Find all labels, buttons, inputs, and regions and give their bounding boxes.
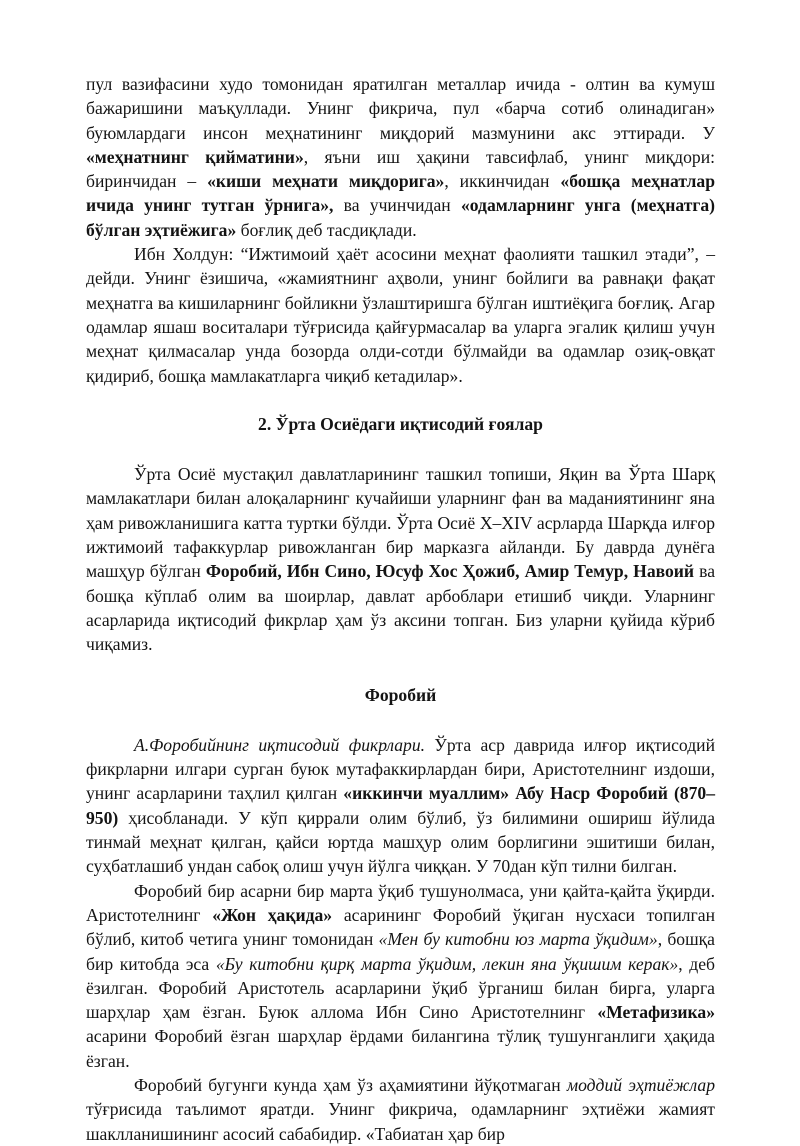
text-run: боғлиқ деб тасдиқлади. xyxy=(236,219,417,240)
text-run: ва бошқа кўплаб олим ва шоирлар, давлат арбоблари етишиб чиқди. Уларнинг асарларида иқтисодий фикрлар ҳам ўз аксини топган. Биз уларни қуйида кўриб чиқамиз. xyxy=(86,561,715,655)
bold-term: «Метафизика» xyxy=(597,1002,715,1023)
spacer xyxy=(86,436,715,462)
paragraph-farabi-reading xyxy=(86,879,715,1073)
bold-term: «меҳнатнинг қийматини» xyxy=(86,146,304,167)
bold-term: «иккинчи муаллим» Абу Наср Форобий (870–950) xyxy=(86,783,715,828)
text-run: , иккинчидан xyxy=(444,171,561,192)
bold-names: Форобий, Ибн Сино, Юсуф Хос Ҳожиб, Амир Темур, Навоий xyxy=(205,561,695,582)
text-run: асарини Форобий ёзган шарҳлар ёрдами билангина тўлиқ тушунганлиги ҳақида ёзган. xyxy=(86,1026,715,1071)
text-run: , бошқа бир китобда эса xyxy=(86,929,715,974)
paragraph-ibn-khaldun: Ибн Холдун: “Ижтимоий ҳаёт асосини меҳнат фаолияти ташкил этади”, – дейди. Унинг ёзишича, «жамиятнинг аҳволи, унинг бойлиги ва равнақи фақат меҳнатга ва кишиларнинг бойликни ўзлаштиришга бўлган иштиёқига боғлиқ. Агар одамлар яшаш воситалари тўғрисида қайғурмасалар ва уларга эгалик қилиш учун меҳнат қилмасалар унда бозорда олди-сотди бўлмайди ва одамлар озиқ-овқат қидириб, бошқа мамлакатларга чиқиб кетадилар». xyxy=(86,244,715,386)
paragraph-money-labor xyxy=(86,72,715,242)
italic-term: моддий эҳтиёжлар xyxy=(566,1074,715,1095)
paragraph-central-asia xyxy=(86,462,715,656)
italic-quote: «Мен бу китобни юз марта ўқидим» xyxy=(378,929,658,950)
section-heading: 2. Ўрта Осиёдаги иқтисодий ғоялар xyxy=(258,413,543,434)
document-page xyxy=(86,72,715,1146)
text-run: Ўрта аср даврида илғор иқтисодий фикрларни илгари сурган буюк мутафаккирлардан бири, Аристотелнинг издоши, унинг асарларини таҳлил қилган xyxy=(86,734,715,804)
text-run: Форобий бир асарни бир марта ўқиб тушунолмаса, уни қайта-қайта ўқирди. Аристотелнинг xyxy=(86,880,715,925)
text-run: ҳисобланади. У кўп қиррали олим бўлиб, ўз билимини ошириш йўлида тинмай меҳнат қилган, қайси юртда машҳур олим борлигини эшитиши билан, суҳбатлашиб ундан сабоқ олиш учун йўлга чиққан. У 70дан кўп тилни билган. xyxy=(86,807,715,877)
bold-term: «Жон ҳақида» xyxy=(212,904,333,925)
bold-term: «бошқа меҳнатлар ичида унинг тутган ўрнига», xyxy=(86,171,715,216)
italic-quote: «Бу китобни қирқ марта ўқидим, лекин яна ўқишим керак» xyxy=(215,953,679,974)
text-run: Форобий бугунги кунда ҳам ўз аҳамиятини йўқотмаган xyxy=(134,1074,567,1095)
text-run: тўғрисида таълимот яратди. Унинг фикрича, одамларнинг эҳтиёжи жамият шаклланишининг асосий сабабидир. «Табиатан ҳар бир xyxy=(86,1099,715,1144)
text-run: , яъни иш ҳақини тавсифлаб, унинг миқдори: биринчидан – xyxy=(86,146,715,192)
text-run: ва учинчидан xyxy=(333,195,461,216)
text-run: пул вазифасини худо томонидан яратилган металлар ичида - олтин ва кумуш бажаришини маъқуллади. Унинг фикрича, пул «барча сотиб олинадиган» буюмлардаги инсон меҳнатининг миқдорий мазмунини акс эттиради. У xyxy=(86,74,715,143)
paragraph-farabi-intro xyxy=(86,733,715,879)
bold-term: «одамларнинг унга (меҳнатга) бўлган эҳтиёжига» xyxy=(86,195,715,240)
text-run: асарининг Форобий ўқиган нусхаси топилган бўлиб, китоб четига унинг томонидан xyxy=(86,904,715,950)
italic-lead: А.Форобийнинг иқтисодий фикрлари. xyxy=(134,734,426,755)
subheading: Форобий xyxy=(364,684,437,705)
spacer xyxy=(86,388,715,412)
text-run: Ўрта Осиё мустақил давлатларининг ташкил топиши, Яқин ва Ўрта Шарқ мамлакатлари билан алоқаларнинг кучайиши уларнинг фан ва маданиятининг яна ҳам ривожланишига катта туртки бўлди. Ўрта Осиё X–XIV асрларда Шарқда илғор ижтимоий тафаккурлар ривожланган бир марказга айланди. Бу даврда дунёга машҳур бўлган xyxy=(86,464,715,582)
paragraph-material-needs xyxy=(86,1073,715,1146)
bold-term: «киши меҳнати миқдорига» xyxy=(207,171,445,192)
text-run: , деб ёзилган. Форобий Аристотель асарларини ўқиб ўрганиш билан бирга, уларга шарҳлар ҳам ёзган. Буюк аллома Ибн Сино Аристотелнинг xyxy=(86,953,716,1023)
spacer xyxy=(86,657,715,683)
spacer xyxy=(86,707,715,733)
